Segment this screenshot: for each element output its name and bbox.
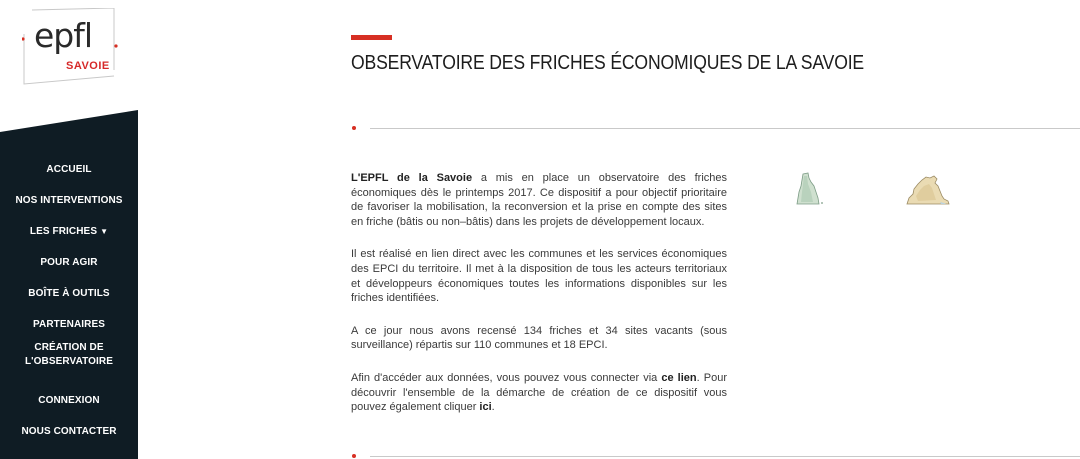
paragraph-2: Il est réalisé en lien direct avec les communes et les services économiques des EPCI du territoire. Il met à la disposition de tous les acteurs territoriaux et développeurs économiques toutes les informations disponibles sur les friches identifiées.: [351, 248, 727, 305]
paragraph-1: [351, 171, 727, 229]
nav-item-connexion[interactable]: [0, 385, 138, 416]
separator-line: [370, 456, 1080, 457]
logo-subtitle: SAVOIE: [66, 60, 110, 72]
nav-item-label: BOÎTE À OUTILS: [28, 288, 110, 299]
nav-item-les-friches[interactable]: [0, 216, 138, 247]
title-accent-bar: [351, 35, 392, 40]
epfl-logo[interactable]: [22, 8, 118, 86]
separator-line: [370, 128, 1080, 129]
nav-item-creation-observatoire[interactable]: [0, 340, 138, 385]
ce-lien-link[interactable]: ce lien: [661, 371, 697, 384]
separator-dot: [352, 454, 356, 458]
nav-item-partenaires[interactable]: [0, 309, 138, 340]
caret-down-icon: ▼: [100, 227, 109, 236]
nav-item-label: POUR AGIR: [40, 257, 98, 268]
nav-item-label-line2: L'OBSERVATOIRE: [24, 356, 114, 367]
paragraph-4-text-b: . Pour découvrir l'ensemble de la démarche de création de ce dispositif vous pouvez également cliquer: [351, 371, 727, 414]
nav-item-label: CONNEXION: [38, 395, 100, 406]
nav-item-label: NOS INTERVENTIONS: [15, 195, 123, 206]
nav-item-label: LES FRICHES: [29, 226, 98, 237]
paragraph-4-text-a: Afin d'accéder aux données, vous pouvez vous connecter via: [351, 371, 662, 384]
intro-text: [351, 171, 727, 433]
logo-wordmark: epfl: [34, 16, 93, 55]
nav-item-label: NOUS CONTACTER: [21, 426, 117, 437]
paragraph-4: [351, 371, 727, 415]
nav-item-nos-interventions[interactable]: [0, 185, 138, 216]
map-fragment-right: [904, 174, 952, 206]
page-title: OBSERVATOIRE DES FRICHES ÉCONOMIQUES DE LA SAVOIE: [351, 52, 864, 74]
nav-item-accueil[interactable]: [0, 154, 138, 185]
nav-item-label: PARTENAIRES: [32, 319, 106, 330]
main-navigation: [0, 154, 138, 447]
separator-dot: [352, 126, 356, 130]
nav-item-boite-a-outils[interactable]: [0, 278, 138, 309]
nav-item-label-line1: CRÉATION DE: [34, 342, 104, 353]
map-fragment-left: [795, 172, 825, 206]
paragraph-3: A ce jour nous avons recensé 134 friches et 34 sites vacants (sous surveillance) répartis sur 110 communes et 18 EPCI.: [351, 324, 727, 352]
nav-item-nous-contacter[interactable]: [0, 416, 138, 447]
nav-item-pour-agir[interactable]: [0, 247, 138, 278]
paragraph-1-text: a mis en place un observatoire des friches économiques dès le printemps 2017. Ce dispositif a pour objectif prioritaire de favoriser la mobilisation, la reconversion et la prise en compte des sites en friche (bâtis ou non–bâtis) dans les projets de développement locaux.: [351, 172, 727, 228]
paragraph-4-text-c: .: [491, 401, 495, 414]
epfl-strong: L'EPFL de la Savoie: [351, 172, 473, 184]
ici-link[interactable]: ici: [479, 401, 492, 414]
nav-item-label: ACCUEIL: [46, 164, 92, 175]
